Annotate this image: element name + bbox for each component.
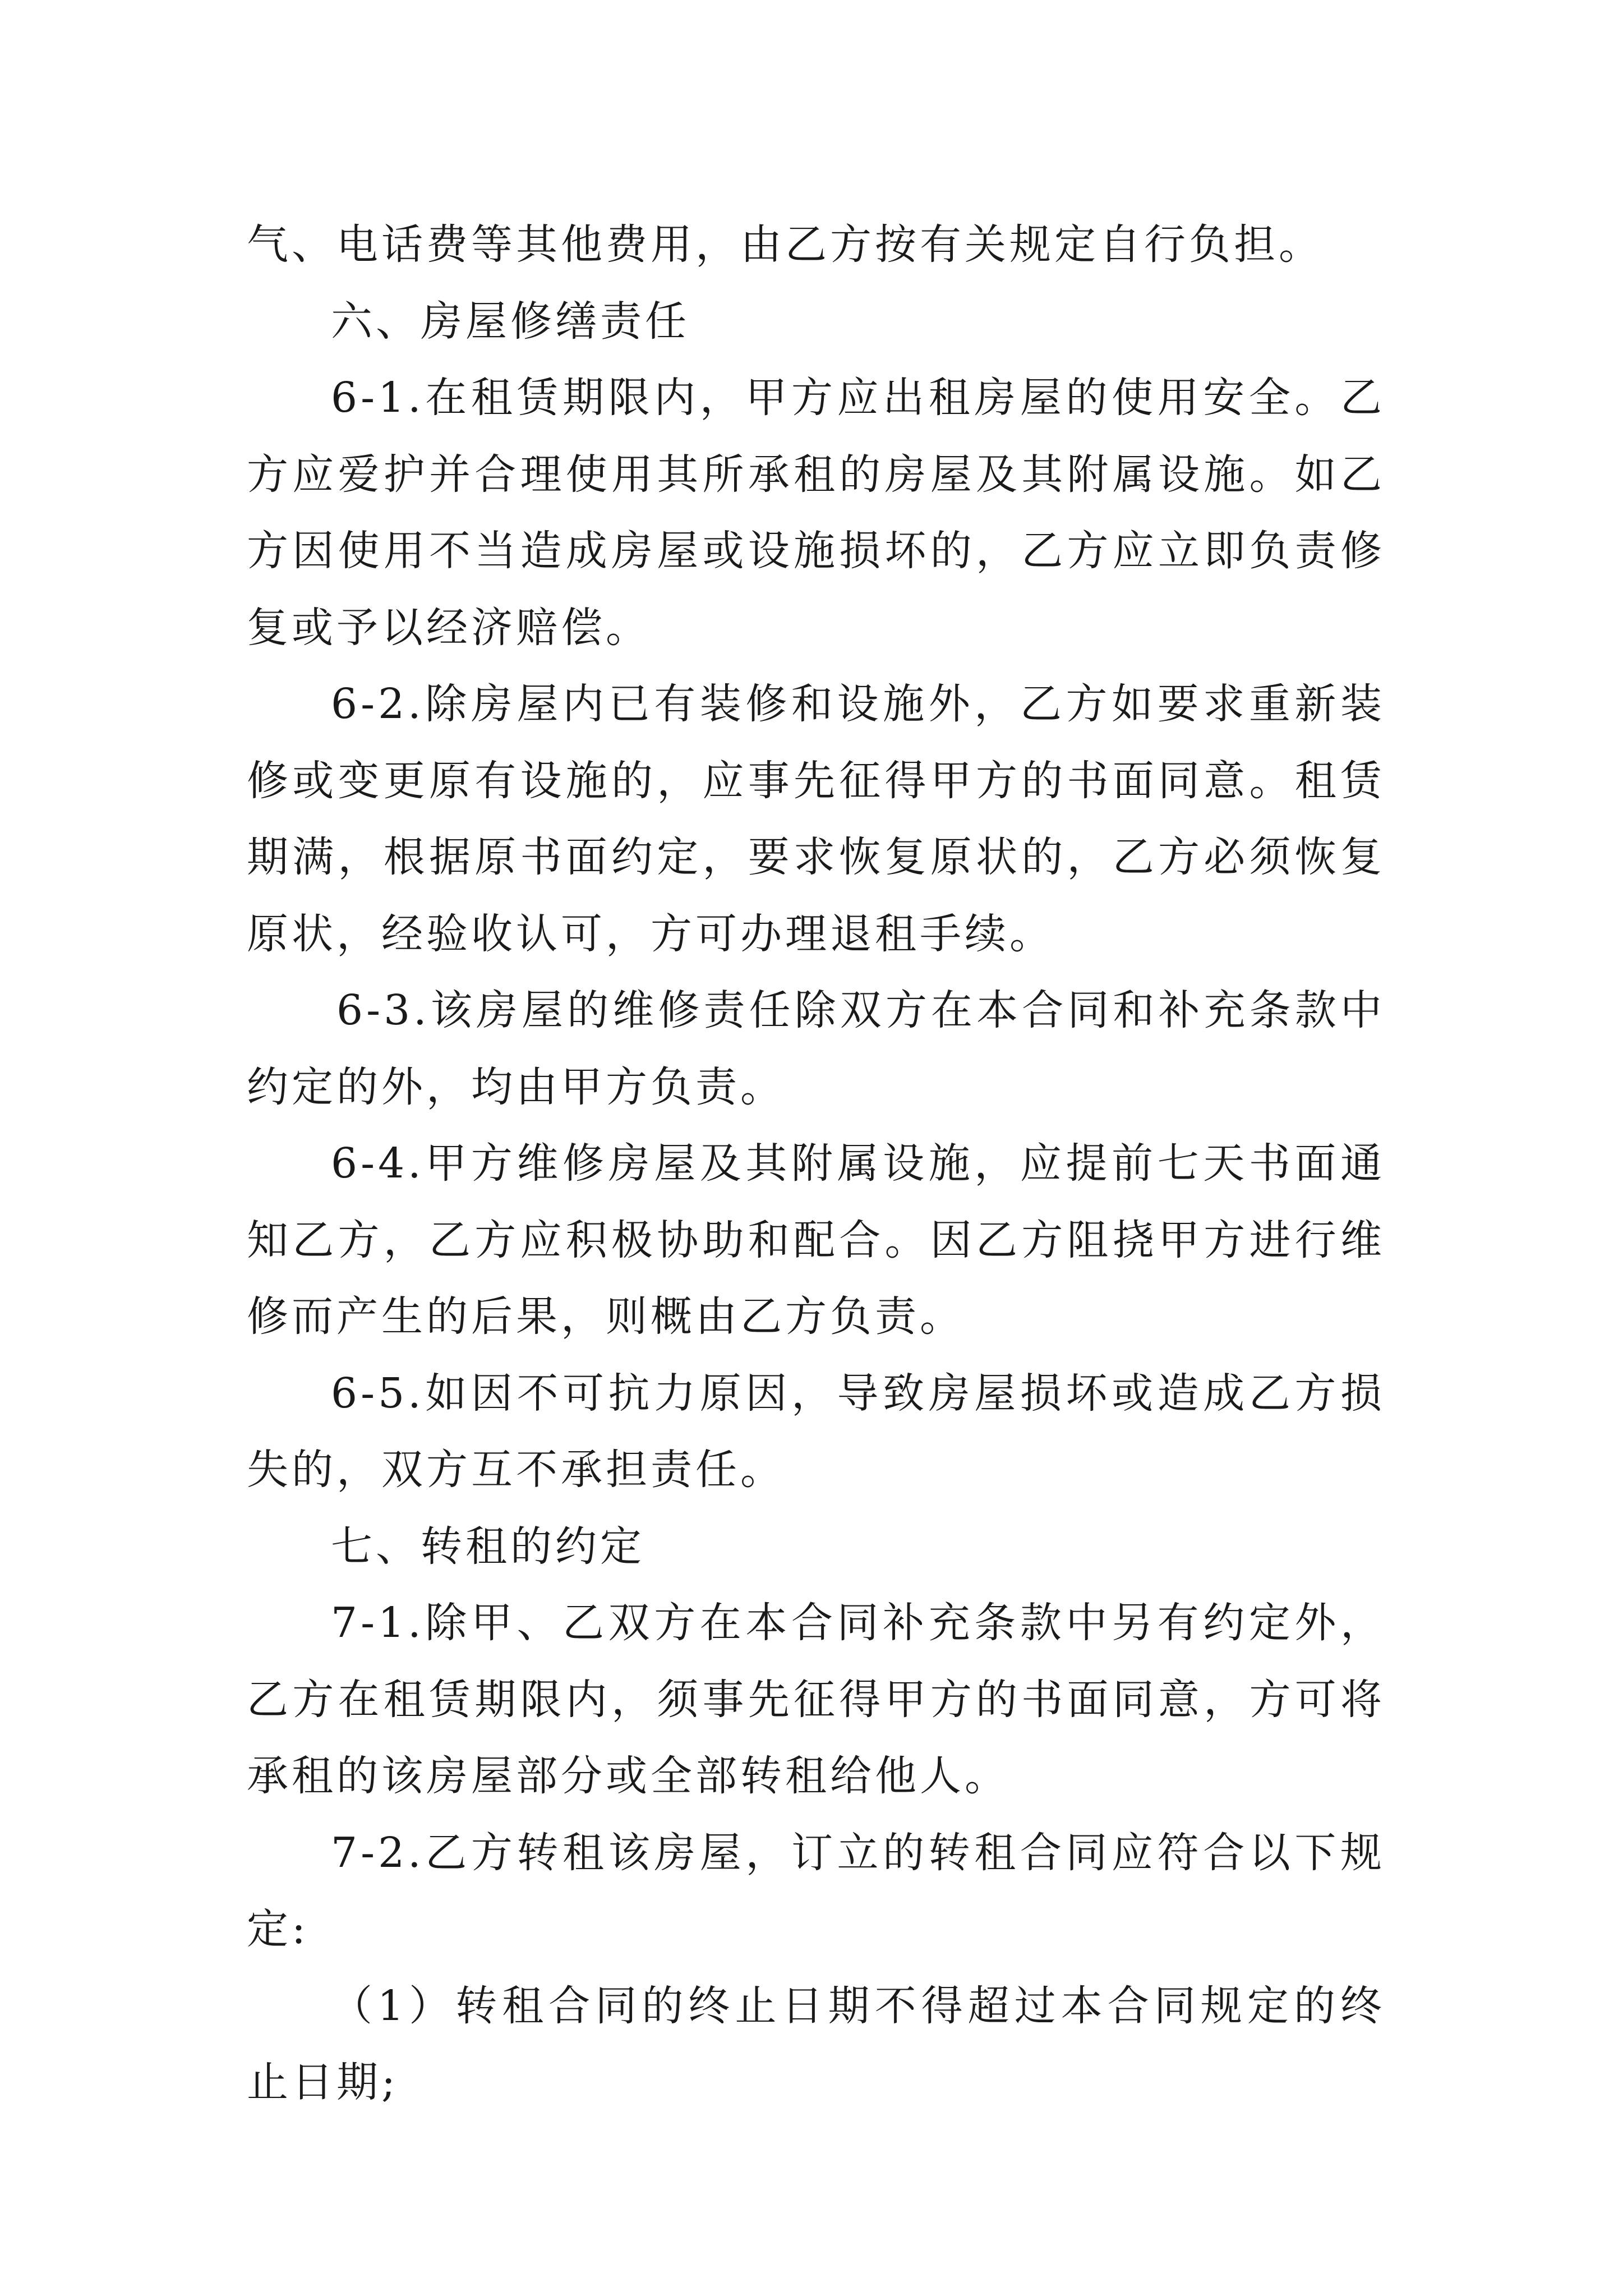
- clause-7-1: 7-1.除甲、乙双方在本合同补充条款中另有约定外，乙方在租赁期限内，须事先征得甲方的书面同意，方可将承租的该房屋部分或全部转租给他人。: [247, 1599, 1385, 1800]
- clause-6-2: 6-2.除房屋内已有装修和设施外，乙方如要求重新装修或变更原有设施的，应事先征得甲方的书面同意。租赁期满，根据原书面约定，要求恢复原状的，乙方必须恢复原状，经验收认可，方可办理退租手续。: [247, 680, 1385, 958]
- clause-7-2-item-1: （1）转租合同的终止日期不得超过本合同规定的终止日期;: [247, 1981, 1385, 2106]
- clause-7-2: 7-2.乙方转租该房屋，订立的转租合同应符合以下规定:: [247, 1828, 1385, 1953]
- clause-6-3: 6-3.该房屋的维修责任除双方在本合同和补充条款中约定的外，均由甲方负责。: [247, 986, 1385, 1111]
- paragraph-continuation: 气、电话费等其他费用，由乙方按有关规定自行负担。: [247, 220, 1324, 269]
- clause-6-1: 6-1.在租赁期限内，甲方应出租房屋的使用安全。乙方应爱护并合理使用其所承租的房屋及其附属设施。如乙方因使用不当造成房屋或设施损坏的，乙方应立即负责修复或予以经济赔偿。: [247, 374, 1385, 652]
- section-heading-7: 七、转租的约定: [331, 1522, 645, 1571]
- document-body: [247, 206, 1385, 2121]
- clause-6-5: 6-5.如因不可抗力原因，导致房屋损坏或造成乙方损失的，双方互不承担责任。: [247, 1369, 1385, 1494]
- section-heading-6: 六、房屋修缮责任: [331, 297, 690, 346]
- clause-6-4: 6-4.甲方维修房屋及其附属设施，应提前七天书面通知乙方，乙方应积极协助和配合。因乙方阻挠甲方进行维修而产生的后果，则概由乙方负责。: [247, 1139, 1385, 1341]
